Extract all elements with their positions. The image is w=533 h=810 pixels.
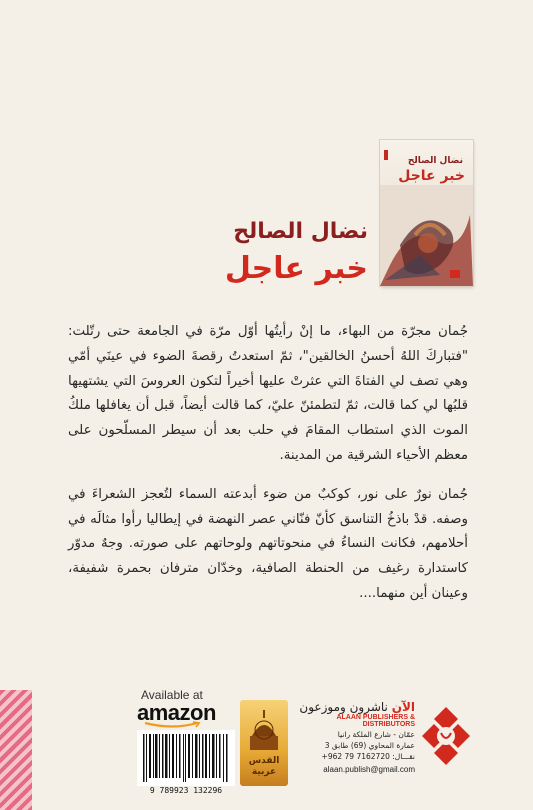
- cover-thumbnail: [380, 140, 473, 286]
- decorative-pink-stripe: [0, 690, 32, 810]
- cover-thumbnail-title: خبر عاجل: [398, 168, 465, 184]
- synopsis: [68, 320, 468, 621]
- imprint-line-2: عربية: [251, 767, 277, 777]
- amazon-logo: amazon: [137, 700, 216, 725]
- isbn-number: 9 789923 132296: [149, 786, 223, 795]
- synopsis-paragraph-1: جُمان مجرّة من البهاء، ما إنْ رأيتُها أوّل مرّة في الجامعة حتى رتّلت: "فتباركَ اللهُ أحسنُ الخالقين"، ثمّ استعدتُ رقصةَ الضوء في عينَي أمّي وهي تصف لي الفتاةَ التي عثرتْ عليها أخيراً لتكون العروسَ التي يشتهيها قلبُها لي كما قالت، ثمّ لتطمئنّ عليّ، كما قالت أيضاً، قبل أن يغافلها ملكُ الموت الذي استطاب المقامَ في حلب بعد أن سيطر المسلّحون على معظم الأحياء الشرقية من المدينة.: [68, 324, 468, 463]
- publisher-logo-icon: [418, 705, 474, 767]
- publisher-email: alaan.publish@gmail.com: [323, 765, 415, 774]
- publisher-name: [295, 700, 415, 714]
- book-title: خبر عاجل: [224, 251, 368, 286]
- available-at-label: Available at: [141, 688, 203, 702]
- synopsis-paragraph-2: جُمان نورٌ على نور، كوكبٌ من ضوء أبدعته السماء لتُعجز الشعراءَ في وصفه. قدْ باذخُ التناسق كأنّ فنّاني عصر النهضة في إيطاليا رأوا مثالَه في أحلامهم، فكانت النساءُ في منحوتاتهم ولوحاتهم على صورته. وجهٌ مدوّر كاستدارة رغيف من الحنطة الصافية، وخدّان مترفان بحمرة شفيفة، وعينان أين منهما....: [68, 486, 468, 601]
- imprint-badge: [240, 700, 288, 786]
- imprint-line-1: القدس: [248, 756, 280, 766]
- publisher-name-rest: ناشرون وموزعون: [299, 700, 392, 714]
- cover-mark: [384, 150, 388, 160]
- author-name: نضال الصالح: [233, 219, 368, 244]
- retail-block: [137, 688, 235, 800]
- publisher-name-english: ALAAN PUBLISHERS & DISTRIBUTORS: [336, 714, 415, 728]
- barcode: [137, 730, 235, 786]
- imprint-name: [240, 756, 288, 778]
- publisher-phone: نقـــال: 7162720 79 962+: [321, 752, 415, 761]
- publisher-info: [295, 700, 415, 800]
- publisher-name-red: الآن: [391, 700, 415, 714]
- cover-thumbnail-author: نضال الصالح: [407, 156, 463, 166]
- dome-of-rock-icon: [240, 706, 288, 756]
- cover-artwork: [380, 185, 473, 286]
- publisher-address-1: عمّان - شارع الملكة رانيا: [337, 730, 415, 739]
- amazon-smile-icon: [143, 721, 203, 729]
- publisher-address-2: عمارة المحاوي (69) طابق 3: [324, 741, 415, 750]
